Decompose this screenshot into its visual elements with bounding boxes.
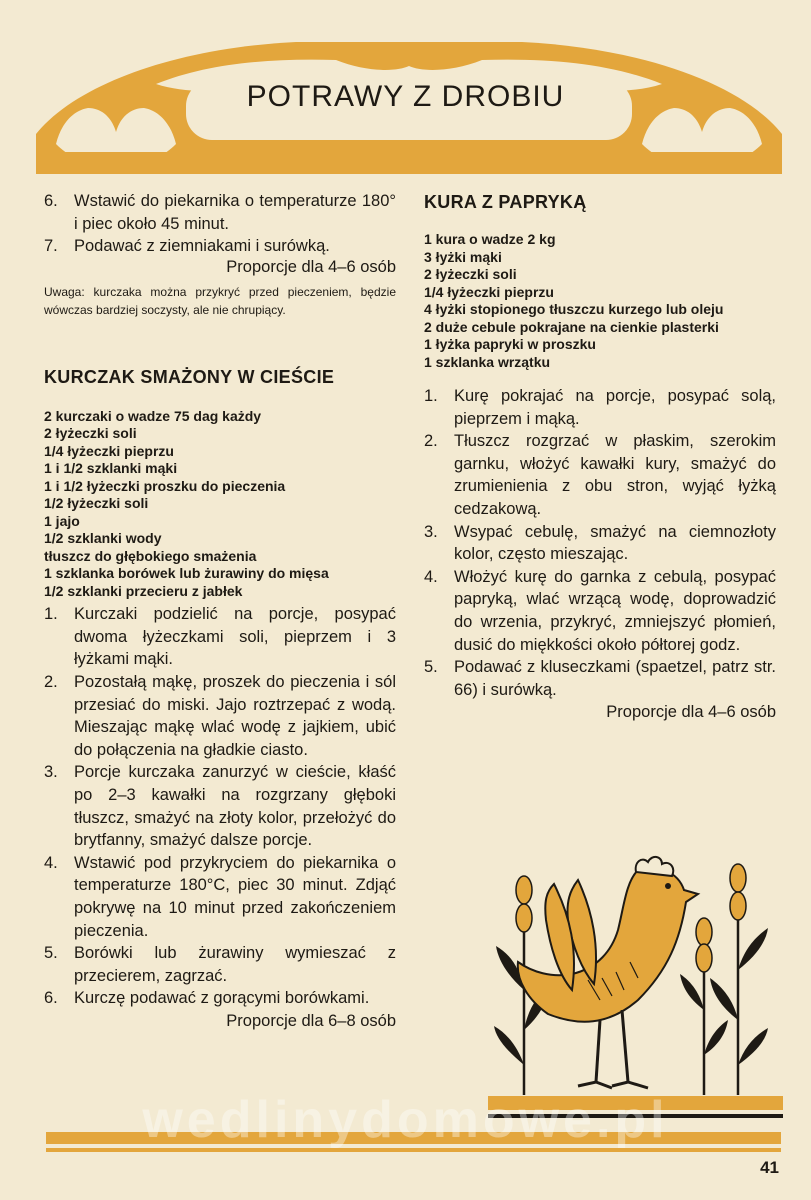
ingredient: 1 kura o wadze 2 kg xyxy=(424,231,556,247)
list-item xyxy=(44,671,396,761)
step-number: 6. xyxy=(44,989,58,1008)
list-item xyxy=(424,566,776,656)
step-text: Tłuszcz rozgrzać w płaskim, szerokim garnku, włożyć kawałki kury, smażyć do zrumienienia z obu stron, wyjąć łyżką cedzakową. xyxy=(454,432,776,518)
step-number: 3. xyxy=(44,763,58,782)
recipe-title: KURA Z PAPRYKĄ xyxy=(424,192,587,212)
list-item xyxy=(44,942,396,987)
ingredient: 1/2 szklanki przecieru z jabłek xyxy=(44,582,243,599)
page-number: 41 xyxy=(760,1158,779,1177)
ingredient: 1 i 1/2 szklanki mąki xyxy=(44,460,178,477)
list-item xyxy=(44,761,396,851)
list-item xyxy=(44,235,396,258)
ingredient: 1 łyżka papryki w proszku xyxy=(424,336,596,352)
step-number: 1. xyxy=(44,605,58,624)
list-item xyxy=(44,190,396,235)
proportion-note: Proporcje dla 4–6 osób xyxy=(226,257,396,276)
rooster-illustration xyxy=(488,850,783,1125)
step-text: Podawać z ziemniakami i surówką. xyxy=(74,237,330,256)
ingredient: 3 łyżki mąki xyxy=(424,248,502,265)
list-item xyxy=(44,852,396,942)
ingredient: tłuszcz do głębokiego smażenia xyxy=(44,547,257,564)
note-text: Uwaga: kurczaka można przykryć przed pieczeniem, będzie wówczas bardziej soczysty, ale nie chrupiący. xyxy=(44,284,396,317)
step-text: Kurę pokrajać na porcje, posypać solą, pieprzem i mąką. xyxy=(454,387,776,428)
ingredient: 2 łyżeczki soli xyxy=(424,266,517,282)
ingredient: 2 kurczaki o wadze 75 dag każdy xyxy=(44,407,262,424)
step-number: 3. xyxy=(424,522,438,541)
list-item xyxy=(424,656,776,701)
watermark-text: wedlinydomowe.pl xyxy=(142,1091,669,1149)
step-text: Kurczę podawać z gorącymi borówkami. xyxy=(74,989,370,1008)
ingredient: 1 i 1/2 łyżeczki proszku do pieczenia xyxy=(44,477,286,494)
list-item xyxy=(424,385,776,430)
step-text: Porcje kurczaka zanurzyć w cieście, kłaść po 2–3 kawałki na rozgrzany głęboki tłuszcz, smażyć na złoty kolor, przełożyć do brytfanny, smażyć dalsze porcje. xyxy=(74,763,396,850)
list-item xyxy=(424,430,776,520)
right-column xyxy=(424,192,776,722)
ingredient: 1 szklanka wrzątku xyxy=(424,353,551,370)
proportion-note: Proporcje dla 4–6 osób xyxy=(606,703,776,722)
step-number: 5. xyxy=(424,658,438,677)
step-number: 1. xyxy=(424,387,438,405)
list-item xyxy=(44,987,396,1010)
step-text: Pozostałą mąkę, proszek do pieczenia i sól przesiać do miski. Jajo roztrzepać z wodą. Mieszając mąkę wlać wodę z jajkiem, ubić do połączenia na gładkie ciasto. xyxy=(74,673,396,759)
list-item xyxy=(424,521,776,566)
ingredient: 1/4 łyżeczki pieprzu xyxy=(44,442,174,459)
ingredients-list xyxy=(44,408,396,601)
ingredient: 1/4 łyżeczki pieprzu xyxy=(424,283,554,300)
step-text: Kurczaki podzielić na porcje, posypać dwoma łyżeczkami soli, pieprzem i 3 łyżkami mąki. xyxy=(74,605,396,669)
step-number: 5. xyxy=(44,944,58,963)
ingredients-list xyxy=(424,231,776,371)
step-number: 2. xyxy=(44,673,58,692)
step-number: 4. xyxy=(44,853,58,872)
step-text: Wsypać cebulę, smażyć na ciemnozłoty kolor, często mieszając. xyxy=(454,522,776,564)
step-number: 7. xyxy=(44,237,58,256)
ingredient: 2 duże cebule pokrajane na cienkie plasterki xyxy=(424,318,719,335)
step-text: Borówki lub żurawiny wymieszać z przecierem, zagrzać. xyxy=(74,944,396,985)
continued-steps-list xyxy=(44,190,396,258)
step-text: Wstawić do piekarnika o temperaturze 180° i piec około 45 minut. xyxy=(74,192,396,233)
step-text: Wstawić pod przykryciem do piekarnika o temperaturze 180°C, piec 30 minut. Zdjąć pokrywę na 10 minut przed zakończeniem pieczenia. xyxy=(74,853,396,940)
steps-list xyxy=(44,603,396,1010)
steps-list xyxy=(424,385,776,701)
proportion-note: Proporcje dla 6–8 osób xyxy=(226,1011,396,1030)
ingredient: 1 szklanka borówek lub żurawiny do mięsa xyxy=(44,565,329,582)
ingredient: 2 łyżeczki soli xyxy=(44,425,137,442)
ingredient: 1/2 łyżeczki soli xyxy=(44,495,149,512)
step-number: 2. xyxy=(424,432,438,451)
list-item xyxy=(44,603,396,671)
page-title: POTRAWY Z DROBIU xyxy=(246,80,565,113)
ingredient: 4 łyżki stopionego tłuszczu kurzego lub oleju xyxy=(424,301,724,317)
step-text: Włożyć kurę do garnka z cebulą, posypać papryką, wlać wrzącą wodę, doprowadzić do wrzenia, przykryć, zmniejszyć płomień, dusić do miękkości około półtorej godz. xyxy=(454,567,776,654)
step-number: 4. xyxy=(424,567,438,586)
step-number: 6. xyxy=(44,192,58,210)
recipe-title: KURCZAK SMAŻONY W CIEŚCIE xyxy=(44,366,335,387)
left-column xyxy=(44,190,396,1031)
step-text: Podawać z kluseczkami (spaetzel, patrz str. 66) i surówką. xyxy=(454,658,776,699)
ingredient: 1 jajo xyxy=(44,512,80,529)
ingredient: 1/2 szklanki wody xyxy=(44,530,162,547)
